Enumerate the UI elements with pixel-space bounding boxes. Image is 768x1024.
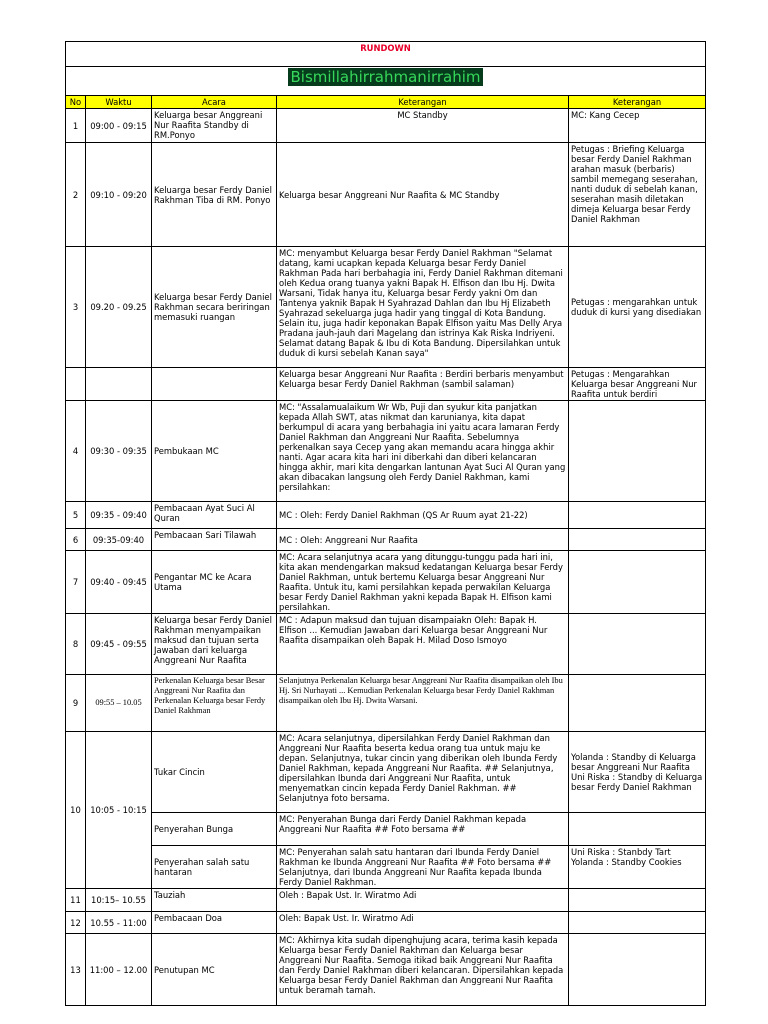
row-waktu: 09:55 – 10.05: [86, 675, 152, 732]
table-row: [66, 247, 706, 368]
table-row: [66, 529, 706, 551]
row-keterangan-2: [569, 502, 706, 529]
table-row: [66, 502, 706, 529]
table-row: [66, 732, 706, 813]
row-keterangan-2: Yolanda : Standby di Keluarga besar Anggreani Nur Raafita Uni Riska : Standby di Keluarga besar Ferdy Daniel Rakhman: [569, 732, 706, 813]
row-waktu: 09:00 - 09:15: [86, 109, 152, 143]
row-keterangan-2: MC: Kang Cecep: [569, 109, 706, 143]
row-waktu: 09:30 - 09:35: [86, 401, 152, 502]
row-no: 10: [66, 732, 86, 889]
row-keterangan-2: [569, 813, 706, 846]
row-no: 4: [66, 401, 86, 502]
row-acara: Keluarga besar Anggreani Nur Raafita Standby di RM.Ponyo: [152, 109, 277, 143]
table-row: [66, 143, 706, 247]
row-waktu: 09:45 - 09:55: [86, 614, 152, 675]
header-no: No: [66, 96, 86, 109]
row-acara: Pembacaan Doa: [152, 912, 277, 934]
row-keterangan: MC: Acara selanjutnya, dipersilahkan Ferdy Daniel Rakhman dan Anggreani Nur Raafita beserta kedua orang tua untuk maju ke depan. Selanjutnya, tukar cincin yang diberikan oleh Ibunda Ferdy Daniel Rakhman, kepada Anggreani Nur Raafita. ## Selanjutnya, dipersilahkan Ibunda dari Anggreani Nur Raafita, untuk menyematkan cincin kepada Ferdy Daniel Rakhman. ## Selanjutnya foto bersama.: [277, 732, 569, 813]
row-no: 11: [66, 889, 86, 912]
row-keterangan: MC : Adapun maksud dan tujuan disampaiakn Oleh: Bapak H. Elfison ... Kemudian Jawaban dari Keluarga besar Anggreani Nur Raafita disampaikan oleh Bapak H. Milad Doso Ismoyo: [277, 614, 569, 675]
row-no: 1: [66, 109, 86, 143]
row-no: 3: [66, 247, 86, 368]
row-waktu: 09:35-09:40: [86, 529, 152, 551]
row-no: 6: [66, 529, 86, 551]
row-waktu: 11:00 – 12.00: [86, 934, 152, 1006]
row-keterangan: Selanjutnya Perkenalan Keluarga besar Anggreani Nur Raafita disampaikan oleh Ibu Hj. Sri Nurhayati ... Kemudian Perkenalan Keluarga besar Ferdy Daniel Rakhman disampaikan oleh Ibu Hj. Dwita Warsani.: [277, 675, 569, 732]
row-keterangan: MC: Penyerahan salah satu hantaran dari Ibunda Ferdy Daniel Rakhman ke Ibunda Anggreani Nur Raafita ## Foto bersama ## Selanjutnya, dari Ibunda Anggreani Nur Raafita kepada Ibunda Ferdy Daniel Rakhman.: [277, 846, 569, 889]
row-acara: Penutupan MC: [152, 934, 277, 1006]
row-keterangan: MC: Penyerahan Bunga dari Ferdy Daniel Rakhman kepada Anggreani Nur Raafita ## Foto bersama ##: [277, 813, 569, 846]
row-acara: Perkenalan Keluarga besar Besar Anggreani Nur Raafita dan Perkenalan Keluarga besar Ferdy Daniel Rakhman: [152, 675, 277, 732]
row-keterangan-2: [569, 614, 706, 675]
row-waktu: 09:35 - 09:40: [86, 502, 152, 529]
row-keterangan-2: [569, 934, 706, 1006]
row-waktu: 09:10 - 09:20: [86, 143, 152, 247]
row-keterangan-2: Petugas : Briefing Keluarga besar Ferdy Daniel Rakhman arahan masuk (berbaris) sambil memegang seserahan, nanti duduk di sebelah kanan, seserahan masih diletakan dimeja Keluarga besar Ferdy Daniel Rakhman: [569, 143, 706, 247]
row-keterangan-2: Petugas : Mengarahkan Keluarga besar Anggreani Nur Raafita untuk berdiri: [569, 368, 706, 401]
row-keterangan: Oleh : Bapak Ust. Ir. Wiratmo Adi: [277, 889, 569, 912]
row-acara: Tukar Cincin: [152, 732, 277, 813]
header-row: [66, 96, 706, 109]
row-waktu: 09.20 - 09.25: [86, 247, 152, 368]
row-acara: [152, 368, 277, 401]
row-keterangan: MC Standby: [277, 109, 569, 143]
table-row: [66, 109, 706, 143]
table-row: [66, 934, 706, 1006]
row-acara: Pengantar MC ke Acara Utama: [152, 551, 277, 614]
row-keterangan-2: [569, 551, 706, 614]
row-acara: Pembacaan Ayat Suci Al Quran: [152, 502, 277, 529]
row-no: 7: [66, 551, 86, 614]
table-row: [66, 912, 706, 934]
row-no: 13: [66, 934, 86, 1006]
row-waktu: 10:15– 10.55: [86, 889, 152, 912]
row-acara: Penyerahan salah satu hantaran: [152, 846, 277, 889]
row-acara: Pembukaan MC: [152, 401, 277, 502]
row-keterangan: MC : Oleh: Anggreani Nur Raafita: [277, 529, 569, 551]
row-acara: Keluarga besar Ferdy Daniel Rakhman menyampaikan maksud dan tujuan serta Jawaban dari keluarga Anggreani Nur Raafita: [152, 614, 277, 675]
header-keterangan: Keterangan: [277, 96, 569, 109]
row-keterangan-2: [569, 401, 706, 502]
header-keterangan-2: Keterangan: [569, 96, 706, 109]
row-waktu: 10:05 - 10:15: [86, 732, 152, 889]
table-row: [66, 551, 706, 614]
row-keterangan-2: [569, 529, 706, 551]
row-acara: Tauziah: [152, 889, 277, 912]
row-keterangan: Keluarga besar Anggreani Nur Raafita & MC Standby: [277, 143, 569, 247]
rundown-table: [65, 41, 706, 1006]
header-waktu: Waktu: [86, 96, 152, 109]
document-title: RUNDOWN: [66, 42, 706, 67]
table-row: [66, 401, 706, 502]
row-acara: Keluarga besar Ferdy Daniel Rakhman Tiba di RM. Ponyo: [152, 143, 277, 247]
row-keterangan: Keluarga besar Anggreani Nur Raafita : Berdiri berbaris menyambut Keluarga besar Ferdy Daniel Rakhman (sambil salaman): [277, 368, 569, 401]
row-no: 8: [66, 614, 86, 675]
row-keterangan-2: [569, 675, 706, 732]
header-acara: Acara: [152, 96, 277, 109]
table-row: [66, 368, 706, 401]
row-keterangan: MC : Oleh: Ferdy Daniel Rakhman (QS Ar Ruum ayat 21-22): [277, 502, 569, 529]
table-row: [66, 614, 706, 675]
row-waktu: 10.55 - 11:00: [86, 912, 152, 934]
row-no: 5: [66, 502, 86, 529]
row-no: 12: [66, 912, 86, 934]
row-keterangan: MC: Akhirnya kita sudah dipenghujung acara, terima kasih kepada Keluarga besar Ferdy Daniel Rakhman dan Keluarga besar Anggreani Nur Raafita. Semoga itikad baik Anggreani Nur Raafita dan Ferdy Daniel Rakhman diberi kelancaran. Dipersilahkan kepada Keluarga besar Ferdy Daniel Rakhman dan Anggreani Nur Raafita untuk beramah tamah.: [277, 934, 569, 1006]
row-no: 9: [66, 675, 86, 732]
row-acara: Keluarga besar Ferdy Daniel Rakhman secara beriringan memasuki ruangan: [152, 247, 277, 368]
table-row: [66, 675, 706, 732]
table-row: [66, 813, 706, 846]
table-row: [66, 846, 706, 889]
row-keterangan-2: Petugas : mengarahkan untuk duduk di kursi yang disediakan: [569, 247, 706, 368]
row-waktu: [86, 368, 152, 401]
row-no: 2: [66, 143, 86, 247]
row-no: [66, 368, 86, 401]
row-acara: Pembacaan Sari Tilawah: [152, 529, 277, 551]
row-keterangan: MC: Acara selanjutnya acara yang ditunggu-tunggu pada hari ini, kita akan mendengarkan maksud kedatangan Keluarga besar Ferdy Daniel Rakhman, untuk bertemu Keluarga besar Anggreani Nur Raafita. Untuk itu, kami persilahkan kepada perwakilan Keluarga besar Ferdy Daniel Rakhman yakni kepada Bapak H. Elfison kami persilahkan.: [277, 551, 569, 614]
row-waktu: 09:40 - 09:45: [86, 551, 152, 614]
row-keterangan: Oleh: Bapak Ust. Ir. Wiratmo Adi: [277, 912, 569, 934]
row-keterangan: MC: "Assalamualaikum Wr Wb, Puji dan syukur kita panjatkan kepada Allah SWT, atas nikmat dan karunianya, kita dapat berkumpul di acara yang berbahagia ini yaitu acara lamaran Ferdy Daniel Rakhman dan Anggreani Nur Raafita. Sebelumnya perkenalkan saya Cecep yang akan memandu acara hingga akhir nanti. Agar acara kita hari ini diberkahi dan diberi kelancaran hingga akhir, mari kita dengarkan lantunan Ayat Suci Al Quran yang akan dibacakan langsung oleh Ferdy Daniel Rakhman, kami persilahkan:: [277, 401, 569, 502]
row-keterangan-2: Uni Riska : Stanbdy Tart Yolanda : Standby Cookies: [569, 846, 706, 889]
row-keterangan: MC: menyambut Keluarga besar Ferdy Daniel Rakhman "Selamat datang, kami ucapkan kepada Keluarga besar Ferdy Daniel Rakhman Pada hari berbahagia ini, Ferdy Daniel Rakhman ditemani oleh Kedua orang tuanya yakni Bapak H. Elfison dan Ibu Hj. Dwita Warsani, Tidak hanya itu, Keluarga besar Ferdy yakni Om dan Tantenya yaknik Bapak H Syahrazad Dahlan dan Ibu Hj Elizabeth Syahrazad sekeluarga juga hadir yang tinggal di Kota Bandung. Selain itu, juga hadir keponakan Bapak Elfison yaitu Mas Delly Arya Pradana jauh-jauh dari Magelang dan istrinya Kak Riska Indriyeni. Selamat datang Bapak & Ibu di Kota Bandung. Dipersilahkan untuk duduk di kursi sebelah Kanan saya": [277, 247, 569, 368]
row-acara: Penyerahan Bunga: [152, 813, 277, 846]
table-row: [66, 889, 706, 912]
bismillah-banner: Bismillahirrahmanirrahim: [290, 68, 481, 86]
row-keterangan-2: [569, 889, 706, 912]
row-keterangan-2: [569, 912, 706, 934]
